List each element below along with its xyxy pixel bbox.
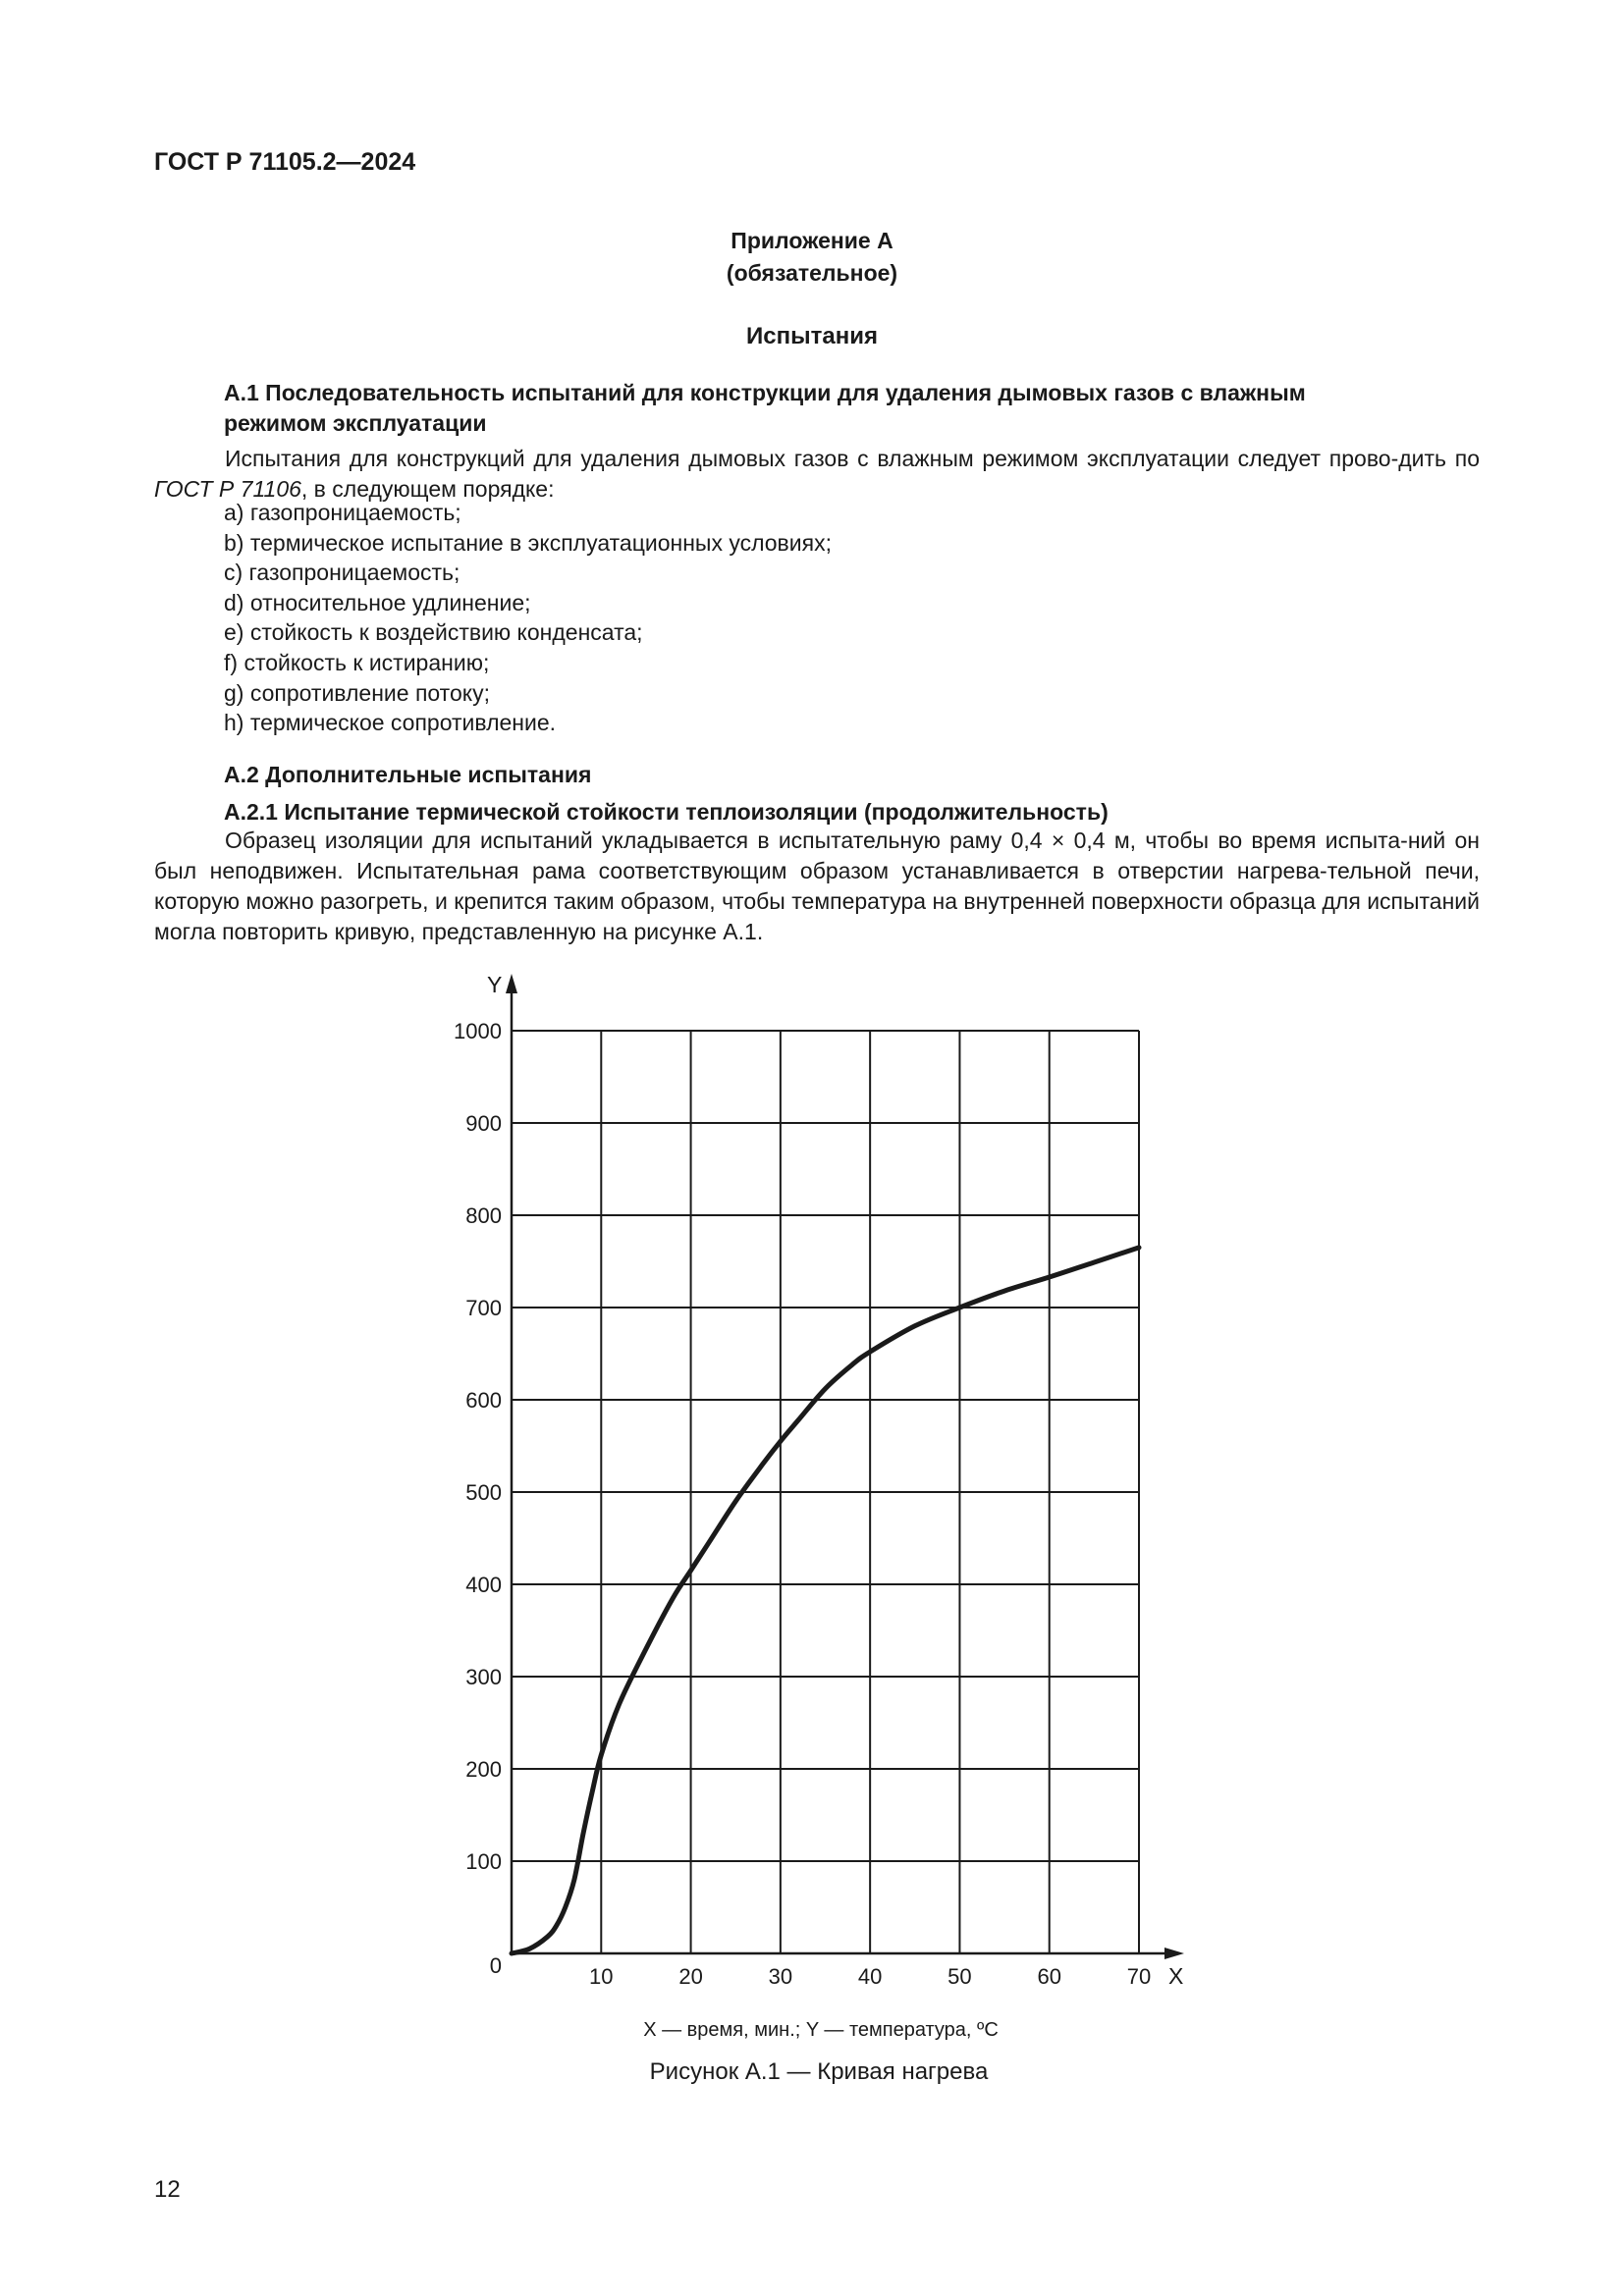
y-tick-label: 700: [465, 1296, 502, 1320]
x-axis-arrow: [1164, 1948, 1184, 1959]
x-tick-label: 30: [768, 1964, 793, 1989]
y-tick-label: 200: [465, 1757, 502, 1782]
appendix-title: Приложение А: [731, 228, 893, 253]
list-item: g) сопротивление потоку;: [224, 679, 490, 706]
heating-curve-line: [512, 1248, 1139, 1953]
figure-caption: Рисунок А.1 — Кривая нагрева: [649, 2058, 989, 2085]
section-title: Испытания: [746, 323, 878, 349]
y-tick-label: 300: [465, 1665, 502, 1689]
x-axis-label: X: [1168, 1963, 1184, 1989]
a1-para-start: Испытания для конструкций для удаления дымовых газов с влажным режимом эксплуатации следует прово-дить по: [225, 446, 1480, 471]
y-tick-label: 400: [465, 1573, 502, 1597]
x-tick-label: 50: [947, 1964, 972, 1989]
list-item: f) стойкость к истиранию;: [224, 649, 490, 675]
x-tick-label: 70: [1126, 1964, 1152, 1989]
list-item: c) газопроницаемость;: [224, 560, 460, 586]
list-item: e) стойкость к воздействию конденсата;: [224, 619, 643, 646]
appendix-status: (обязательное): [726, 260, 898, 286]
list-item: a) газопроницаемость;: [224, 500, 461, 525]
y-tick-label: 600: [465, 1388, 502, 1413]
chart-tick-labels: [454, 1019, 1151, 1989]
x-tick-label: 20: [678, 1964, 703, 1989]
chart-axes: [506, 974, 1184, 1959]
x-tick-label: 40: [857, 1964, 883, 1989]
y-tick-label: 1000: [454, 1019, 502, 1043]
chart-legend-text: X — время, мин.; Y — температура, ºC: [643, 2019, 999, 2041]
y-tick-label: 0: [489, 1953, 502, 1978]
list-item: b) термическое испытание в эксплуатационных условиях;: [224, 529, 832, 556]
a21-heading: А.2.1 Испытание термической стойкости теплоизоляции (продолжительность): [224, 799, 1109, 825]
x-tick-label: 60: [1037, 1964, 1061, 1989]
a1-heading-line2: режимом эксплуатации: [224, 410, 487, 436]
a2-heading: А.2 Дополнительные испытания: [224, 762, 592, 787]
doc-header-code: ГОСТ Р 71105.2—2024: [154, 148, 416, 176]
x-tick-label: 10: [589, 1964, 614, 1989]
a1-para-end: , в следующем порядке:: [300, 476, 555, 502]
list-item: d) относительное удлинение;: [224, 589, 531, 615]
chart-grid: [512, 1031, 1139, 1953]
list-item: h) термическое сопротивление.: [224, 710, 557, 736]
y-tick-label: 100: [465, 1849, 502, 1874]
a1-para-ref: ГОСТ Р 71106: [154, 476, 301, 502]
y-tick-label: 900: [465, 1111, 502, 1136]
y-tick-label: 800: [465, 1203, 502, 1228]
y-axis-label: Y: [487, 972, 503, 997]
y-tick-label: 500: [465, 1480, 502, 1505]
page-number: 12: [154, 2176, 181, 2203]
chart-series: [512, 1248, 1139, 1953]
y-axis-arrow: [506, 974, 517, 993]
a1-heading-line1: А.1 Последовательность испытаний для конструкции для удаления дымовых газов с влажным: [224, 380, 1306, 405]
a21-paragraph: Образец изоляции для испытаний укладывается в испытательную раму 0,4 × 0,4 м, чтобы во время испыта-ний он был неподвижен. Испытательная рама соответствующим образом устанавливается в отверстии нагрева-тельной печи, которую можно разогреть, и крепится таким образом, чтобы температура на внутренней поверхности образца для испытаний могла повторить кривую, представленную на рисунке А.1.: [154, 828, 1480, 944]
